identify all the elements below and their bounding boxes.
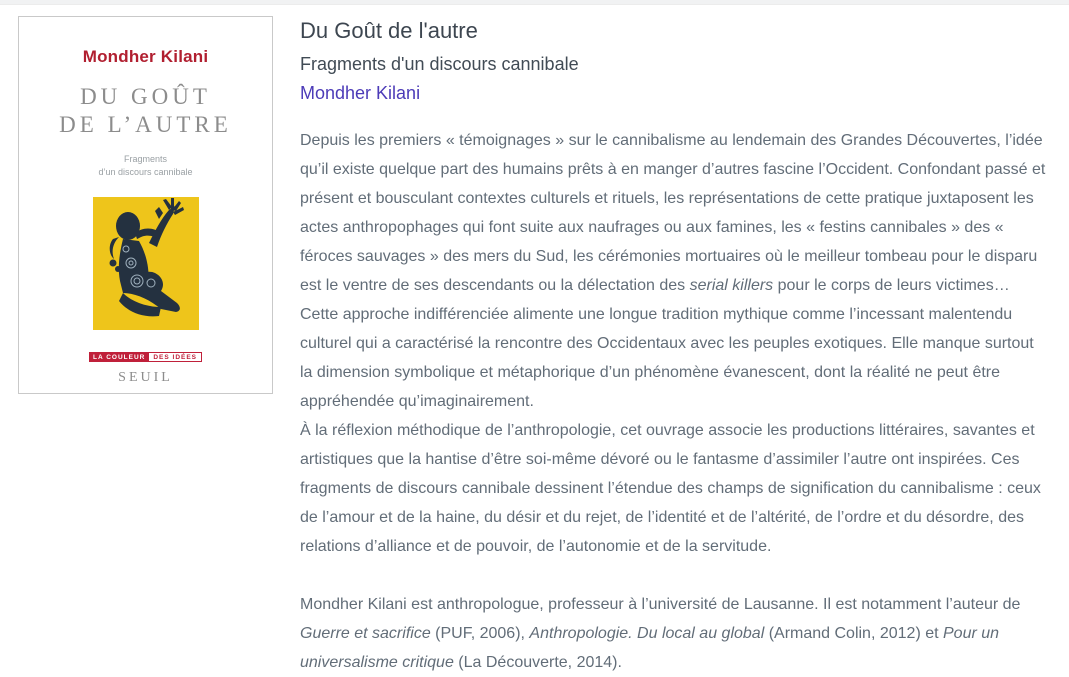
cannibal-engraving-illustration xyxy=(93,197,199,330)
collection-badge-right: DES IDÉES xyxy=(149,352,202,362)
cover-author-name: Mondher Kilani xyxy=(82,47,209,66)
cover-subtitle-line2: d’un discours cannibale xyxy=(98,167,193,177)
author-bio: Mondher Kilani est anthropologue, professeur à l’université de Lausanne. Il est notamment l’auteur de Guerre et sacrifice (PUF, 2006), Anthropologie. Du local au global (Armand Colin, 2012) et Pour un universalisme critique (La Découverte, 2014). xyxy=(300,596,1021,671)
collection-badge-left: LA COULEUR xyxy=(89,352,149,362)
page-title: Du Goût de l'autre xyxy=(300,18,478,43)
publisher-name: SEUIL xyxy=(118,370,173,385)
cover-subtitle xyxy=(98,153,192,179)
book-description: Depuis les premiers « témoignages » sur le cannibalisme au lendemain des Grandes Découvertes, l’idée qu’il existe quelque part des humains prêts à en manger d’autres fascine l’Occident. Confondant passé et présent et bousculant contextes culturels et rituels, les représentations de cette pratique juxtaposent les actes anthropophages qui font suite aux naufrages ou aux famines, les « festins cannibales » des « féroces sauvages » des mers du Sud, les cérémonies mortuaires où le meilleur tombeau pour le disparu est le ventre de ses descendants ou la délectation des serial killers pour le corps de leurs victimes… Cette approche indifférenciée alimente une longue tradition mythique comme l’incessant malentendu culturel qui a caractérisé la rencontre des Occidentaux avec les peuples exotiques. Elle manque surtout la dimension symbolique et métaphorique d’un phénomène évanescent, dont la réalité ne peut être appréhendée qu’imaginairement. À la réflexion méthodique de l’anthropologie, cet ouvrage associe les productions littéraires, savantes et artistiques que la hantise d’être soi-même dévoré ou le fantasme d’assimiler l’autre ont inspirées. Ces fragments de discours cannibale dessinent l’étendue des champs de signification du cannibalisme : ceux de l’amour et de la haine, du désir et du rejet, de l’identité et de l’altérité, de l’ordre et du désordre, des relations d’alliance et de pouvoir, de l’autonomie et de la servitude. xyxy=(300,132,1046,555)
cover-title-line1: DU GOÛT xyxy=(80,84,211,109)
top-divider-strip xyxy=(0,0,1069,5)
book-info-panel xyxy=(300,17,1050,677)
book-cover xyxy=(18,16,273,394)
book-subtitle: Fragments d'un discours cannibale xyxy=(300,54,579,74)
author-link[interactable]: Mondher Kilani xyxy=(300,83,421,103)
cover-title-line2: DE L’AUTRE xyxy=(59,112,232,137)
cover-title xyxy=(59,83,232,139)
collection-badge xyxy=(89,352,202,362)
cover-subtitle-line1: Fragments xyxy=(123,154,167,164)
